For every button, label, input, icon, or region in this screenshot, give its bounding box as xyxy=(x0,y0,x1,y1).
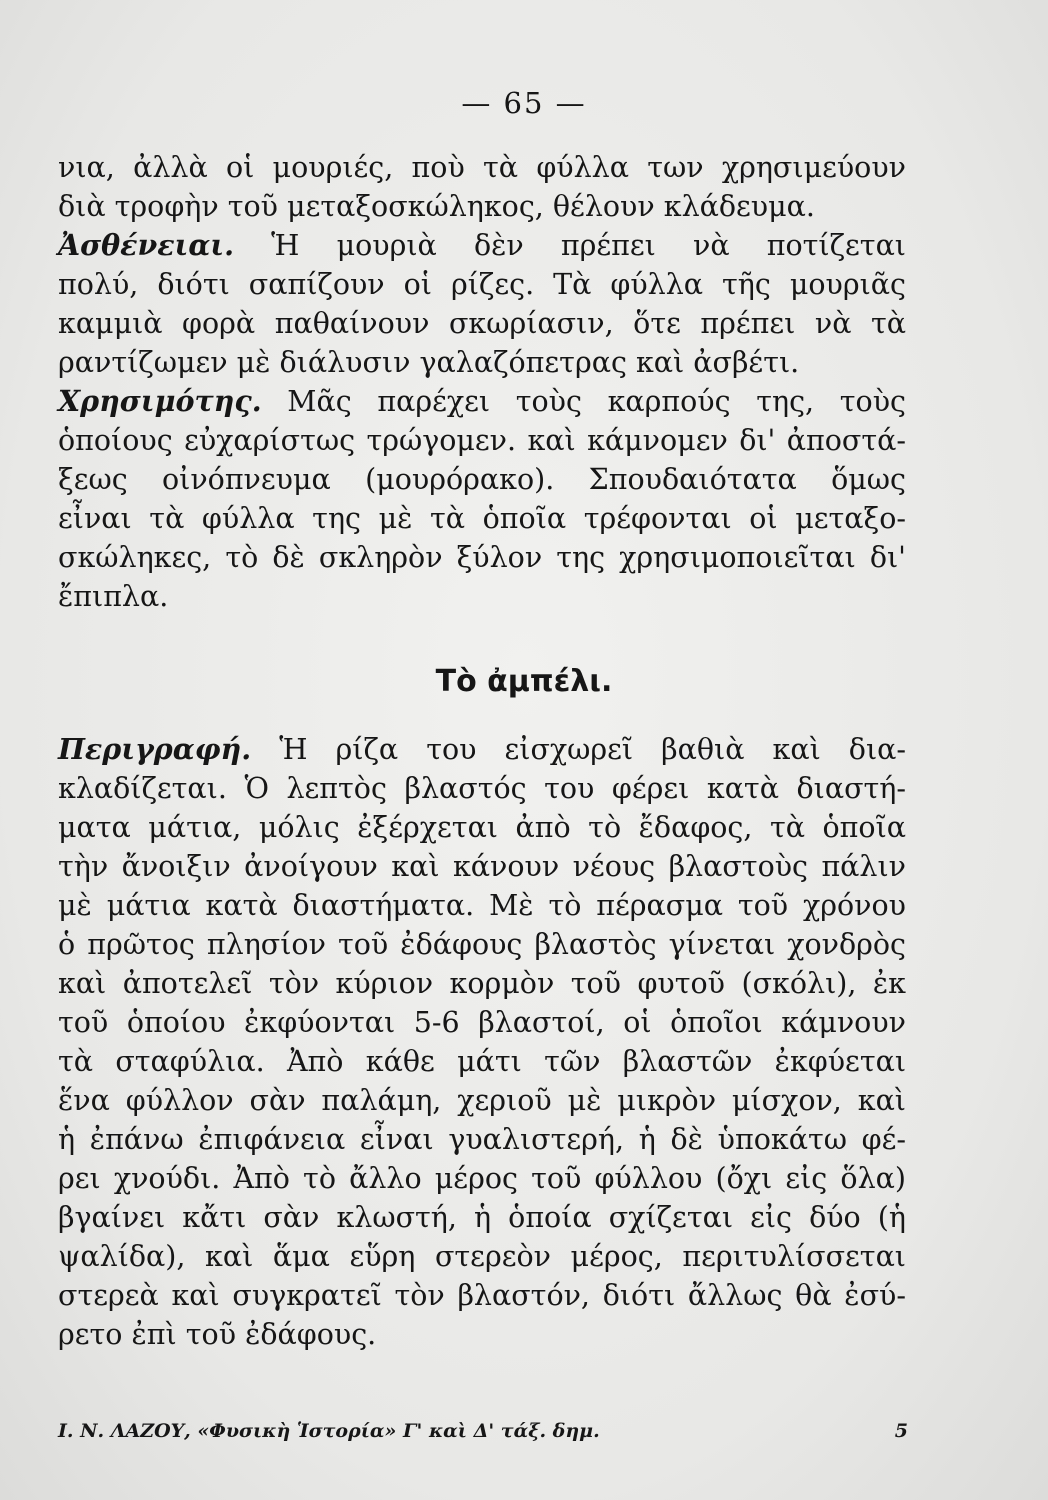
text-line xyxy=(58,382,906,421)
text-line: στερεὰ καὶ συγκρατεῖ τὸν βλαστόν, διότι ἄλλως θὰ ἐσύ- xyxy=(58,1279,906,1312)
text-span: Μᾶς παρέχει τοὺς καρπούς της, τοὺς xyxy=(261,385,906,418)
text-line: μὲ μάτια κατὰ διαστήματα. Μὲ τὸ πέρασμα τοῦ χρόνου xyxy=(58,889,906,922)
paragraph-diseases xyxy=(58,226,906,382)
signature-mark: 5 xyxy=(894,1420,908,1442)
text-line: ρετο ἐπὶ τοῦ ἐδάφους. xyxy=(58,1318,377,1351)
text-span: Ἡ ρίζα του εἰσχωρεῖ βαθιὰ καὶ δια- xyxy=(251,733,906,766)
text-line: νια, ἀλλὰ οἱ μουριές, ποὺ τὰ φύλλα των χρησιμεύουν xyxy=(58,151,906,184)
text-line: τοῦ ὁποίου ἐκφύονται 5-6 βλαστοί, οἱ ὁποῖοι κάμνουν xyxy=(58,1006,906,1039)
text-line xyxy=(58,730,906,769)
text-line: καὶ ἀποτελεῖ τὸν κύριον κορμὸν τοῦ φυτοῦ (σκόλι), ἐκ xyxy=(58,967,906,1000)
text-line: ἕνα φύλλον σὰν παλάμη, χεριοῦ μὲ μικρὸν μίσχον, καὶ xyxy=(58,1084,906,1117)
paragraph-lead: Ἀσθένειαι. xyxy=(58,228,234,262)
text-line: ξεως οἰνόπνευμα (μουρόρακο). Σπουδαιότατα ὅμως xyxy=(58,463,906,496)
text-line: ματα μάτια, μόλις ἐξέρχεται ἀπὸ τὸ ἔδαφος, τὰ ὁποῖα xyxy=(58,811,906,844)
paragraph-usefulness xyxy=(58,382,906,616)
footer-citation: Ι. Ν. ΛΑΖΟΥ, «Φυσικὴ Ἱστορία» Γ' καὶ Δ' τάξ. δημ. xyxy=(58,1420,600,1442)
text-line: πολύ, διότι σαπίζουν οἱ ρίζες. Τὰ φύλλα τῆς μουριᾶς xyxy=(58,268,906,301)
paragraph-lead: Περιγραφή. xyxy=(58,732,252,766)
text-line: βγαίνει κἄτι σὰν κλωστή, ἡ ὁποία σχίζεται εἰς δύο (ἡ xyxy=(58,1201,906,1234)
footer xyxy=(58,1420,908,1442)
text-line: καμμιὰ φορὰ παθαίνουν σκωρίασιν, ὅτε πρέπει νὰ τὰ xyxy=(58,307,906,340)
vine-text xyxy=(58,730,906,1354)
mulberry-text xyxy=(58,148,906,616)
text-line: ἡ ἐπάνω ἐπιφάνεια εἶναι γυαλιστερή, ἡ δὲ ὑποκάτω φέ- xyxy=(58,1123,906,1156)
text-line: ἔπιπλα. xyxy=(58,580,169,613)
paragraph-lead: Χρησιμότης. xyxy=(58,384,262,418)
text-line: εἶναι τὰ φύλλα της μὲ τὰ ὁποῖα τρέφονται οἱ μεταξο- xyxy=(58,502,906,535)
paragraph-description xyxy=(58,730,906,1354)
page-number: — 65 — xyxy=(461,86,587,120)
text-line: ψαλίδα), καὶ ἅμα εὕρη στερεὸν μέρος, περιτυλίσσεται xyxy=(58,1240,906,1273)
text-line: ρει χνούδι. Ἀπὸ τὸ ἄλλο μέρος τοῦ φύλλου (ὄχι εἰς ὅλα) xyxy=(58,1162,906,1195)
text-line: ραντίζωμεν μὲ διάλυσιν γαλαζόπετρας καὶ ἀσβέτι. xyxy=(58,346,800,379)
text-line: κλαδίζεται. Ὁ λεπτὸς βλαστός του φέρει κατὰ διαστή- xyxy=(58,772,906,805)
text-line: τὰ σταφύλια. Ἀπὸ κάθε μάτι τῶν βλαστῶν ἐκφύεται xyxy=(58,1045,906,1078)
text-line: διὰ τροφὴν τοῦ μεταξοσκώληκος, θέλουν κλάδευμα. xyxy=(58,190,815,223)
text-line xyxy=(58,226,906,265)
text-line: ὁ πρῶτος πλησίον τοῦ ἐδάφους βλαστὸς γίνεται χονδρὸς xyxy=(58,928,906,961)
text-line: ὁποίους εὐχαρίστως τρώγομεν. καὶ κάμνομεν δι' ἀποστά- xyxy=(58,424,906,457)
text-line: σκώληκες, τὸ δὲ σκληρὸν ξύλον της χρησιμοποιεῖται δι' xyxy=(58,541,906,574)
paragraph-continuation xyxy=(58,148,906,226)
text-span: Ἡ μουριὰ δὲν πρέπει νὰ ποτίζεται xyxy=(234,229,906,262)
section-heading: Τὸ ἀμπέλι. xyxy=(435,664,613,699)
text-line: τὴν ἄνοιξιν ἀνοίγουν καὶ κάνουν νέους βλαστοὺς πάλιν xyxy=(58,850,906,883)
